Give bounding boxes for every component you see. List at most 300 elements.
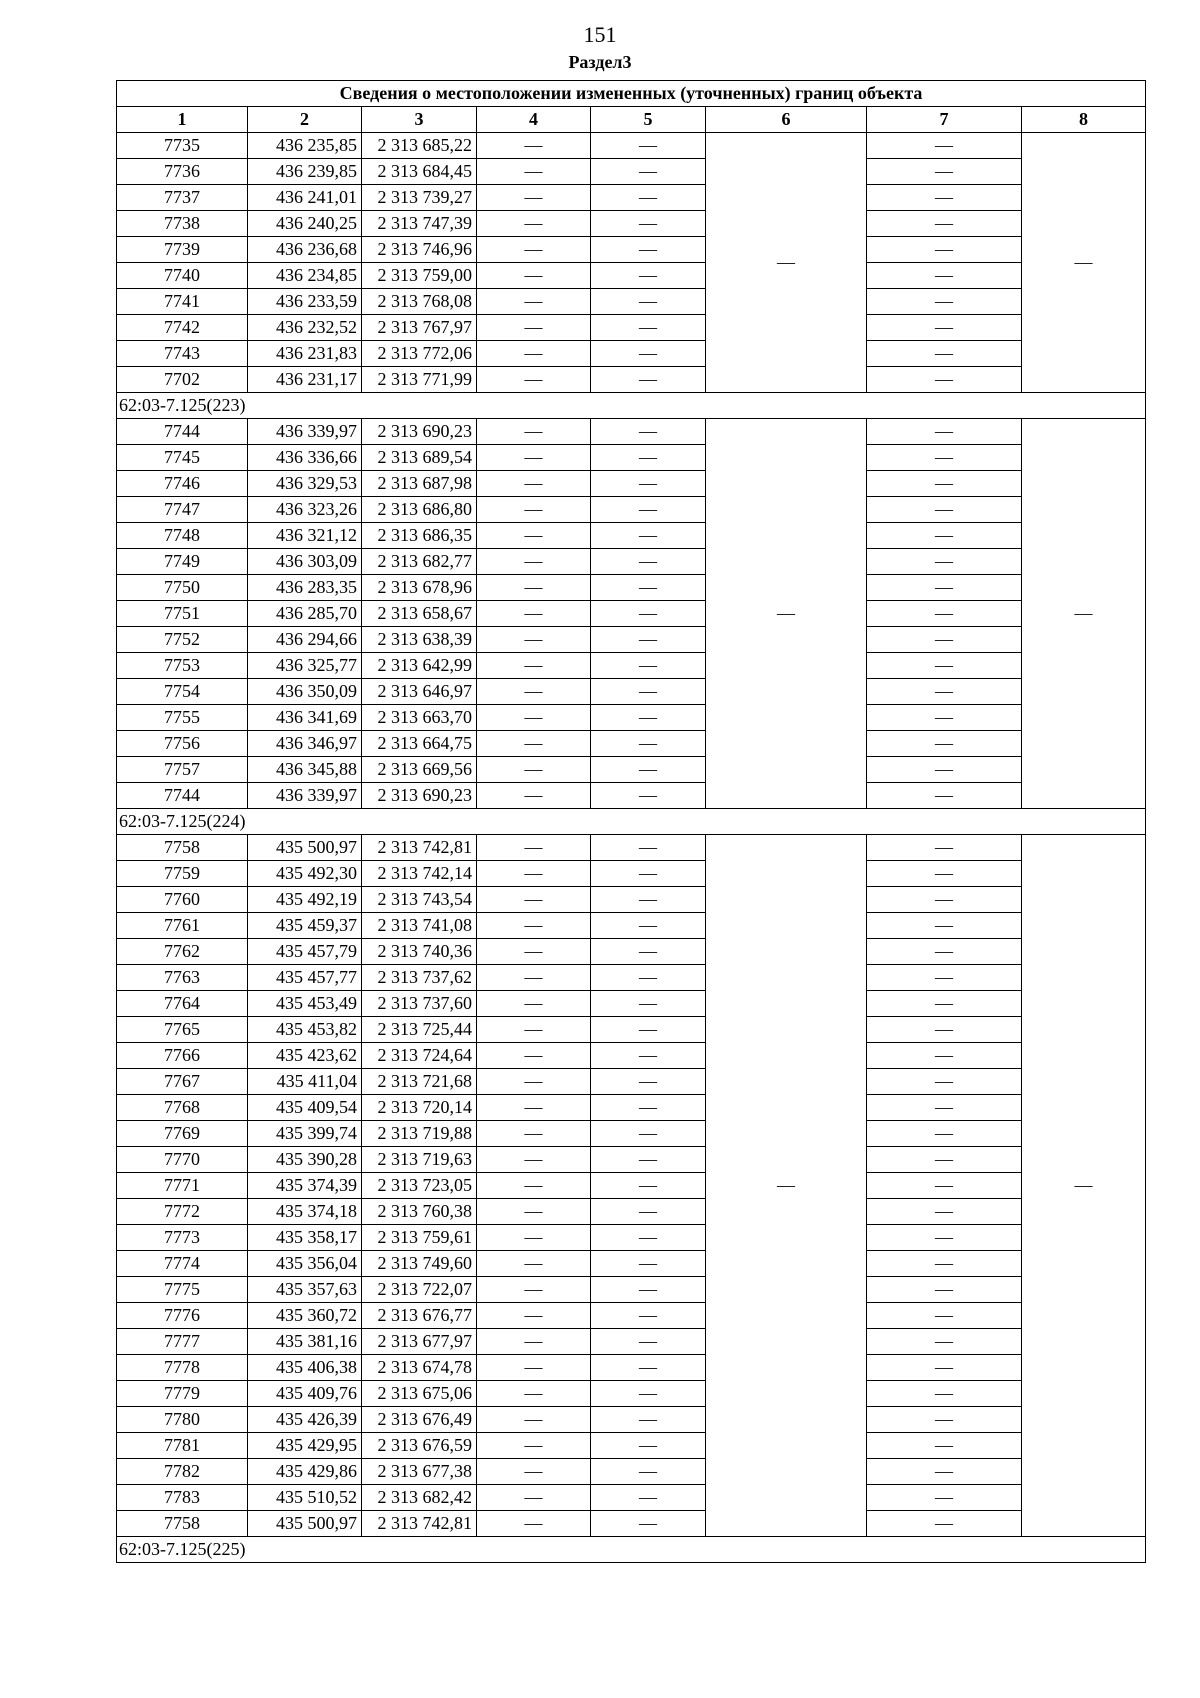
y-coordinate-cell: 2 313 746,96 [362, 237, 477, 263]
y-coordinate-cell: 2 313 742,14 [362, 861, 477, 887]
point-number-cell: 7736 [117, 159, 248, 185]
col7-cell: — [867, 1303, 1022, 1329]
x-coordinate-cell: 436 336,66 [248, 445, 362, 471]
x-coordinate-cell: 436 339,97 [248, 783, 362, 809]
col4-cell: — [477, 1173, 591, 1199]
x-coordinate-cell: 436 235,85 [248, 133, 362, 159]
col7-cell: — [867, 1017, 1022, 1043]
column-number-row [117, 107, 1146, 133]
y-coordinate-cell: 2 313 760,38 [362, 1199, 477, 1225]
col7-cell: — [867, 1199, 1022, 1225]
x-coordinate-cell: 436 345,88 [248, 757, 362, 783]
col5-cell: — [591, 237, 706, 263]
table-row [117, 601, 1146, 627]
x-coordinate-cell: 435 399,74 [248, 1121, 362, 1147]
col4-cell: — [477, 211, 591, 237]
x-coordinate-cell: 436 285,70 [248, 601, 362, 627]
group-label: 62:03-7.125(223) [117, 393, 1146, 419]
col5-cell: — [591, 1121, 706, 1147]
col5-cell: — [591, 1407, 706, 1433]
column-number-1: 1 [117, 107, 248, 133]
col5-cell: — [591, 965, 706, 991]
point-number-cell: 7763 [117, 965, 248, 991]
y-coordinate-cell: 2 313 642,99 [362, 653, 477, 679]
col4-cell: — [477, 627, 591, 653]
table-row [117, 1277, 1146, 1303]
col5-cell: — [591, 861, 706, 887]
col5-cell: — [591, 1173, 706, 1199]
col5-cell: — [591, 601, 706, 627]
point-number-cell: 7771 [117, 1173, 248, 1199]
col7-cell: — [867, 419, 1022, 445]
table-row [117, 1485, 1146, 1511]
col5-cell: — [591, 185, 706, 211]
column-number-4: 4 [477, 107, 591, 133]
table-row [117, 523, 1146, 549]
table-row [117, 627, 1146, 653]
x-coordinate-cell: 435 390,28 [248, 1147, 362, 1173]
col4-cell: — [477, 1199, 591, 1225]
table-row [117, 549, 1146, 575]
point-number-cell: 7780 [117, 1407, 248, 1433]
col7-cell: — [867, 653, 1022, 679]
col4-cell: — [477, 679, 591, 705]
col4-cell: — [477, 497, 591, 523]
col7-cell: — [867, 861, 1022, 887]
col4-cell: — [477, 939, 591, 965]
point-number-cell: 7776 [117, 1303, 248, 1329]
x-coordinate-cell: 435 426,39 [248, 1407, 362, 1433]
table-row [117, 1173, 1146, 1199]
y-coordinate-cell: 2 313 747,39 [362, 211, 477, 237]
col6-merged-cell: — [706, 419, 867, 809]
y-coordinate-cell: 2 313 719,63 [362, 1147, 477, 1173]
point-number-cell: 7738 [117, 211, 248, 237]
x-coordinate-cell: 435 360,72 [248, 1303, 362, 1329]
table-row [117, 1407, 1146, 1433]
y-coordinate-cell: 2 313 739,27 [362, 185, 477, 211]
col4-cell: — [477, 1017, 591, 1043]
y-coordinate-cell: 2 313 742,81 [362, 1511, 477, 1537]
col7-cell: — [867, 289, 1022, 315]
x-coordinate-cell: 436 303,09 [248, 549, 362, 575]
col7-cell: — [867, 315, 1022, 341]
col7-cell: — [867, 1069, 1022, 1095]
x-coordinate-cell: 436 346,97 [248, 731, 362, 757]
col4-cell: — [477, 1121, 591, 1147]
y-coordinate-cell: 2 313 674,78 [362, 1355, 477, 1381]
x-coordinate-cell: 435 409,76 [248, 1381, 362, 1407]
col4-cell: — [477, 419, 591, 445]
x-coordinate-cell: 435 453,49 [248, 991, 362, 1017]
x-coordinate-cell: 435 358,17 [248, 1225, 362, 1251]
table-row [117, 1147, 1146, 1173]
col4-cell: — [477, 1459, 591, 1485]
x-coordinate-cell: 435 409,54 [248, 1095, 362, 1121]
point-number-cell: 7743 [117, 341, 248, 367]
group-header-row [117, 393, 1146, 419]
y-coordinate-cell: 2 313 749,60 [362, 1251, 477, 1277]
table-row [117, 1459, 1146, 1485]
col7-cell: — [867, 1225, 1022, 1251]
col4-cell: — [477, 471, 591, 497]
col7-cell: — [867, 1485, 1022, 1511]
table-row [117, 653, 1146, 679]
point-number-cell: 7756 [117, 731, 248, 757]
group-label: 62:03-7.125(224) [117, 809, 1146, 835]
point-number-cell: 7782 [117, 1459, 248, 1485]
col4-cell: — [477, 289, 591, 315]
col7-cell: — [867, 835, 1022, 861]
col5-cell: — [591, 653, 706, 679]
col7-cell: — [867, 939, 1022, 965]
col4-cell: — [477, 185, 591, 211]
col5-cell: — [591, 289, 706, 315]
x-coordinate-cell: 436 323,26 [248, 497, 362, 523]
y-coordinate-cell: 2 313 646,97 [362, 679, 477, 705]
x-coordinate-cell: 435 381,16 [248, 1329, 362, 1355]
col8-merged-cell: — [1022, 133, 1146, 393]
col5-cell: — [591, 1199, 706, 1225]
col4-cell: — [477, 731, 591, 757]
col5-cell: — [591, 445, 706, 471]
column-number-3: 3 [362, 107, 477, 133]
point-number-cell: 7775 [117, 1277, 248, 1303]
x-coordinate-cell: 436 241,01 [248, 185, 362, 211]
col7-cell: — [867, 887, 1022, 913]
table-row [117, 263, 1146, 289]
col4-cell: — [477, 1407, 591, 1433]
col4-cell: — [477, 263, 591, 289]
col7-cell: — [867, 1121, 1022, 1147]
col7-cell: — [867, 471, 1022, 497]
table-row [117, 133, 1146, 159]
y-coordinate-cell: 2 313 686,80 [362, 497, 477, 523]
col5-cell: — [591, 159, 706, 185]
point-number-cell: 7758 [117, 835, 248, 861]
y-coordinate-cell: 2 313 638,39 [362, 627, 477, 653]
col4-cell: — [477, 315, 591, 341]
col5-cell: — [591, 1095, 706, 1121]
col7-cell: — [867, 159, 1022, 185]
x-coordinate-cell: 436 321,12 [248, 523, 362, 549]
point-number-cell: 7755 [117, 705, 248, 731]
col4-cell: — [477, 601, 591, 627]
col4-cell: — [477, 445, 591, 471]
table-row [117, 1355, 1146, 1381]
col4-cell: — [477, 861, 591, 887]
col7-cell: — [867, 1407, 1022, 1433]
point-number-cell: 7744 [117, 419, 248, 445]
y-coordinate-cell: 2 313 682,42 [362, 1485, 477, 1511]
point-number-cell: 7744 [117, 783, 248, 809]
col5-cell: — [591, 1485, 706, 1511]
col7-cell: — [867, 523, 1022, 549]
table-row [117, 965, 1146, 991]
y-coordinate-cell: 2 313 675,06 [362, 1381, 477, 1407]
table-row [117, 1069, 1146, 1095]
col4-cell: — [477, 237, 591, 263]
col5-cell: — [591, 1433, 706, 1459]
table-row [117, 575, 1146, 601]
col7-cell: — [867, 1043, 1022, 1069]
table-row [117, 1043, 1146, 1069]
y-coordinate-cell: 2 313 689,54 [362, 445, 477, 471]
col4-cell: — [477, 367, 591, 393]
table-row [117, 497, 1146, 523]
point-number-cell: 7766 [117, 1043, 248, 1069]
x-coordinate-cell: 435 492,30 [248, 861, 362, 887]
point-number-cell: 7770 [117, 1147, 248, 1173]
point-number-cell: 7773 [117, 1225, 248, 1251]
col5-cell: — [591, 497, 706, 523]
point-number-cell: 7749 [117, 549, 248, 575]
table-row [117, 783, 1146, 809]
col5-cell: — [591, 341, 706, 367]
col5-cell: — [591, 367, 706, 393]
y-coordinate-cell: 2 313 720,14 [362, 1095, 477, 1121]
x-coordinate-cell: 435 500,97 [248, 835, 362, 861]
table-row [117, 315, 1146, 341]
x-coordinate-cell: 436 234,85 [248, 263, 362, 289]
point-number-cell: 7762 [117, 939, 248, 965]
col5-cell: — [591, 575, 706, 601]
table-row [117, 1225, 1146, 1251]
x-coordinate-cell: 436 233,59 [248, 289, 362, 315]
col4-cell: — [477, 159, 591, 185]
y-coordinate-cell: 2 313 723,05 [362, 1173, 477, 1199]
col5-cell: — [591, 731, 706, 757]
col4-cell: — [477, 653, 591, 679]
y-coordinate-cell: 2 313 690,23 [362, 783, 477, 809]
col8-merged-cell: — [1022, 835, 1146, 1537]
column-number-8: 8 [1022, 107, 1146, 133]
table-row [117, 159, 1146, 185]
point-number-cell: 7748 [117, 523, 248, 549]
table-row [117, 1017, 1146, 1043]
col5-cell: — [591, 1511, 706, 1537]
y-coordinate-cell: 2 313 772,06 [362, 341, 477, 367]
x-coordinate-cell: 435 374,18 [248, 1199, 362, 1225]
col4-cell: — [477, 835, 591, 861]
point-number-cell: 7761 [117, 913, 248, 939]
col4-cell: — [477, 705, 591, 731]
y-coordinate-cell: 2 313 743,54 [362, 887, 477, 913]
col5-cell: — [591, 939, 706, 965]
col5-cell: — [591, 315, 706, 341]
col4-cell: — [477, 1303, 591, 1329]
x-coordinate-cell: 436 339,97 [248, 419, 362, 445]
table-row [117, 705, 1146, 731]
col4-cell: — [477, 1251, 591, 1277]
col7-cell: — [867, 1433, 1022, 1459]
table-row [117, 471, 1146, 497]
point-number-cell: 7742 [117, 315, 248, 341]
col7-cell: — [867, 575, 1022, 601]
x-coordinate-cell: 436 283,35 [248, 575, 362, 601]
point-number-cell: 7747 [117, 497, 248, 523]
point-number-cell: 7764 [117, 991, 248, 1017]
table-row [117, 1251, 1146, 1277]
y-coordinate-cell: 2 313 676,59 [362, 1433, 477, 1459]
point-number-cell: 7753 [117, 653, 248, 679]
col8-merged-cell: — [1022, 419, 1146, 809]
col5-cell: — [591, 1147, 706, 1173]
x-coordinate-cell: 435 453,82 [248, 1017, 362, 1043]
point-number-cell: 7774 [117, 1251, 248, 1277]
col7-cell: — [867, 1381, 1022, 1407]
point-number-cell: 7735 [117, 133, 248, 159]
col4-cell: — [477, 783, 591, 809]
col4-cell: — [477, 1095, 591, 1121]
point-number-cell: 7754 [117, 679, 248, 705]
y-coordinate-cell: 2 313 759,00 [362, 263, 477, 289]
point-number-cell: 7779 [117, 1381, 248, 1407]
y-coordinate-cell: 2 313 690,23 [362, 419, 477, 445]
col5-cell: — [591, 471, 706, 497]
col7-cell: — [867, 965, 1022, 991]
y-coordinate-cell: 2 313 741,08 [362, 913, 477, 939]
y-coordinate-cell: 2 313 676,49 [362, 1407, 477, 1433]
col4-cell: — [477, 1147, 591, 1173]
x-coordinate-cell: 435 357,63 [248, 1277, 362, 1303]
table-row [117, 939, 1146, 965]
col7-cell: — [867, 601, 1022, 627]
y-coordinate-cell: 2 313 768,08 [362, 289, 477, 315]
col5-cell: — [591, 991, 706, 1017]
table-row [117, 913, 1146, 939]
section-title: Раздел3 [568, 52, 632, 72]
point-number-cell: 7778 [117, 1355, 248, 1381]
col4-cell: — [477, 757, 591, 783]
point-number-cell: 7768 [117, 1095, 248, 1121]
table-row [117, 185, 1146, 211]
point-number-cell: 7741 [117, 289, 248, 315]
point-number-cell: 7739 [117, 237, 248, 263]
col7-cell: — [867, 1277, 1022, 1303]
x-coordinate-cell: 435 510,52 [248, 1485, 362, 1511]
x-coordinate-cell: 435 411,04 [248, 1069, 362, 1095]
col4-cell: — [477, 965, 591, 991]
y-coordinate-cell: 2 313 676,77 [362, 1303, 477, 1329]
point-number-cell: 7783 [117, 1485, 248, 1511]
col7-cell: — [867, 1511, 1022, 1537]
x-coordinate-cell: 435 374,39 [248, 1173, 362, 1199]
table-row [117, 861, 1146, 887]
col5-cell: — [591, 1303, 706, 1329]
col4-cell: — [477, 1433, 591, 1459]
column-number-2: 2 [248, 107, 362, 133]
col4-cell: — [477, 1329, 591, 1355]
col7-cell: — [867, 211, 1022, 237]
col7-cell: — [867, 497, 1022, 523]
table-row [117, 237, 1146, 263]
col5-cell: — [591, 1355, 706, 1381]
x-coordinate-cell: 436 341,69 [248, 705, 362, 731]
col5-cell: — [591, 757, 706, 783]
x-coordinate-cell: 435 457,79 [248, 939, 362, 965]
col7-cell: — [867, 341, 1022, 367]
y-coordinate-cell: 2 313 682,77 [362, 549, 477, 575]
col4-cell: — [477, 991, 591, 1017]
col4-cell: — [477, 1277, 591, 1303]
x-coordinate-cell: 436 329,53 [248, 471, 362, 497]
x-coordinate-cell: 435 457,77 [248, 965, 362, 991]
table-row [117, 341, 1146, 367]
table-row [117, 1095, 1146, 1121]
table-row [117, 445, 1146, 471]
col7-cell: — [867, 237, 1022, 263]
col5-cell: — [591, 1017, 706, 1043]
table-row [117, 835, 1146, 861]
col7-cell: — [867, 1251, 1022, 1277]
table-row [117, 731, 1146, 757]
col7-cell: — [867, 549, 1022, 575]
col4-cell: — [477, 1043, 591, 1069]
col5-cell: — [591, 1329, 706, 1355]
table-row [117, 1303, 1146, 1329]
table-row [117, 211, 1146, 237]
col5-cell: — [591, 1043, 706, 1069]
y-coordinate-cell: 2 313 685,22 [362, 133, 477, 159]
group-header-row [117, 809, 1146, 835]
y-coordinate-cell: 2 313 767,97 [362, 315, 477, 341]
group-label: 62:03-7.125(225) [117, 1537, 1146, 1563]
col5-cell: — [591, 1069, 706, 1095]
col7-cell: — [867, 679, 1022, 705]
x-coordinate-cell: 436 232,52 [248, 315, 362, 341]
x-coordinate-cell: 436 236,68 [248, 237, 362, 263]
col5-cell: — [591, 549, 706, 575]
y-coordinate-cell: 2 313 658,67 [362, 601, 477, 627]
y-coordinate-cell: 2 313 686,35 [362, 523, 477, 549]
point-number-cell: 7702 [117, 367, 248, 393]
col5-cell: — [591, 627, 706, 653]
col5-cell: — [591, 263, 706, 289]
x-coordinate-cell: 436 239,85 [248, 159, 362, 185]
y-coordinate-cell: 2 313 663,70 [362, 705, 477, 731]
point-number-cell: 7765 [117, 1017, 248, 1043]
table-row [117, 991, 1146, 1017]
point-number-cell: 7750 [117, 575, 248, 601]
table-row [117, 419, 1146, 445]
column-number-6: 6 [706, 107, 867, 133]
point-number-cell: 7767 [117, 1069, 248, 1095]
col4-cell: — [477, 1355, 591, 1381]
point-number-cell: 7752 [117, 627, 248, 653]
col5-cell: — [591, 1459, 706, 1485]
col4-cell: — [477, 1511, 591, 1537]
y-coordinate-cell: 2 313 687,98 [362, 471, 477, 497]
point-number-cell: 7769 [117, 1121, 248, 1147]
col5-cell: — [591, 133, 706, 159]
x-coordinate-cell: 436 231,17 [248, 367, 362, 393]
col7-cell: — [867, 133, 1022, 159]
x-coordinate-cell: 436 350,09 [248, 679, 362, 705]
point-number-cell: 7745 [117, 445, 248, 471]
table-row [117, 367, 1146, 393]
table-row [117, 1511, 1146, 1537]
boundary-table [116, 80, 1146, 1563]
point-number-cell: 7758 [117, 1511, 248, 1537]
col5-cell: — [591, 419, 706, 445]
x-coordinate-cell: 435 492,19 [248, 887, 362, 913]
col5-cell: — [591, 1381, 706, 1407]
col4-cell: — [477, 341, 591, 367]
page-number: 151 [583, 22, 617, 47]
table-body [117, 133, 1146, 1563]
col7-cell: — [867, 991, 1022, 1017]
